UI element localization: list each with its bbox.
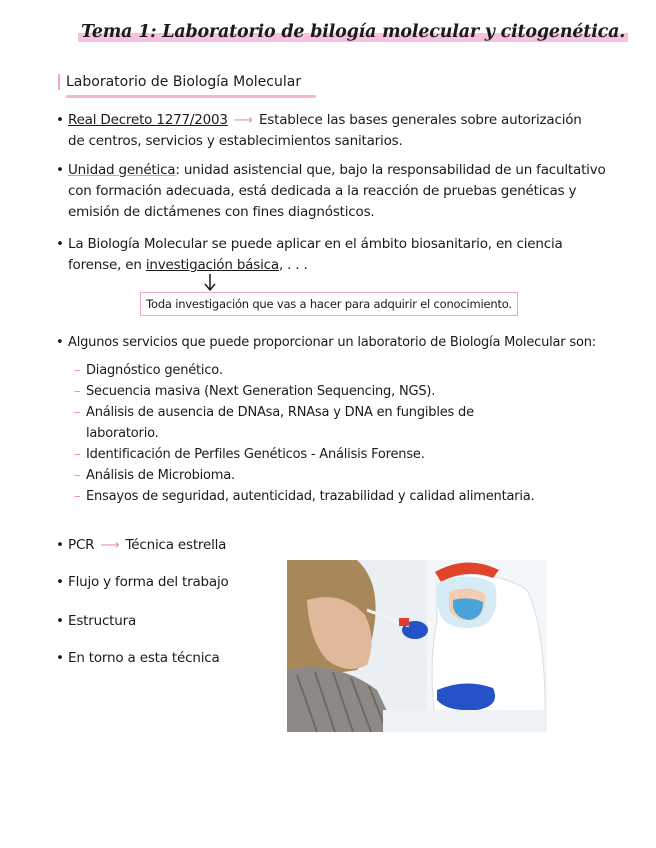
note-box: Toda investigación que vas a hacer para adquirir el conocimiento. <box>140 292 518 316</box>
dash-icon: – <box>74 468 81 483</box>
section-heading: Laboratorio de Biología Molecular <box>58 74 301 90</box>
document-page: Tema 1: Laboratorio de bilogía molecular y citogenética. Laboratorio de Biología Molecular • Real Decreto 1277/2003 ⟶ Establece las bases generales sobre autorización de centros, servicios y establecimientos sanitarios. • Unidad genética: unidad asistencial que, bajo la responsabilidad de un facultativo con formación adecuada, está dedicada a la reacción de pruebas genéticas y emisión de dictámenes con fines diagnósticos. • La Biología Molecular se puede aplicar en el ámbito biosanitario, en ciencia forense, en investigación básica, . . . Toda investigación que vas a hacer para adquirir el conocimiento. • Algunos servicios que puede proporcionar un laboratorio de Biología Molecular son: – Diagnóstico genético. – Secuencia masiva (Next Generation Sequencing, NGS). – Análisis de ausencia de DNAsa, RNAsa y DNA en fungibles de laboratorio. – Identificación de Perfiles Genéticos - Análisis Forense. – Análisis de Microbioma. – Ensayos de seguridad, autenticidad, trazabilidad y calidad alimentaria. • PCR ⟶ Técnica estrella • Flujo y forma del trabajo • Estructura • En torno a esta técnica <box>0 0 656 848</box>
bullet-dot: • <box>56 335 64 350</box>
unidad-term: Unidad genética <box>68 162 176 178</box>
decreto-line1: Establece las bases generales sobre autorización <box>258 112 582 128</box>
dash-icon: – <box>74 363 81 378</box>
dash-icon: – <box>74 447 81 462</box>
bullet-dot: • <box>56 162 64 178</box>
bullet-dot: • <box>56 613 64 629</box>
pcr-term: PCR <box>68 537 95 553</box>
bullet-dot: • <box>56 650 64 666</box>
page-title: Tema 1: Laboratorio de bilogía molecular y citogenética. <box>78 22 588 42</box>
investigacion-basica-term: investigación básica <box>145 257 279 273</box>
swab-test-photo <box>287 560 547 732</box>
bullet-dot: • <box>56 574 64 590</box>
decreto-term: Real Decreto 1277/2003 <box>68 112 228 128</box>
biologia-line1: La Biología Molecular se puede aplicar en el ámbito biosanitario, en ciencia <box>68 236 563 252</box>
bullet-dot: • <box>56 236 64 252</box>
bullet-dot: • <box>56 537 64 553</box>
biologia-line2-post: , . . . <box>278 257 308 273</box>
decreto-line2: de centros, servicios y establecimientos sanitarios. <box>68 133 403 149</box>
unidad-line2: con formación adecuada, está dedicada a la reacción de pruebas genéticas y <box>68 183 577 199</box>
bullet-dot: • <box>56 112 64 128</box>
dash-icon: – <box>74 489 81 504</box>
arrow-down-icon <box>203 274 217 292</box>
servicios-intro: Algunos servicios que puede proporcionar un laboratorio de Biología Molecular son: <box>68 335 596 350</box>
biologia-line2-pre: forense, en <box>68 257 146 273</box>
section-underline <box>66 95 316 98</box>
dash-icon: – <box>74 384 81 399</box>
arrow-right-icon: ⟶ <box>100 537 120 553</box>
pcr-rest: Técnica estrella <box>125 537 227 553</box>
dash-icon: – <box>74 405 81 420</box>
unidad-line3: emisión de dictámenes con fines diagnósticos. <box>68 204 375 220</box>
unidad-line1: : unidad asistencial que, bajo la responsabilidad de un facultativo <box>175 162 606 178</box>
arrow-right-icon: ⟶ <box>233 112 253 128</box>
